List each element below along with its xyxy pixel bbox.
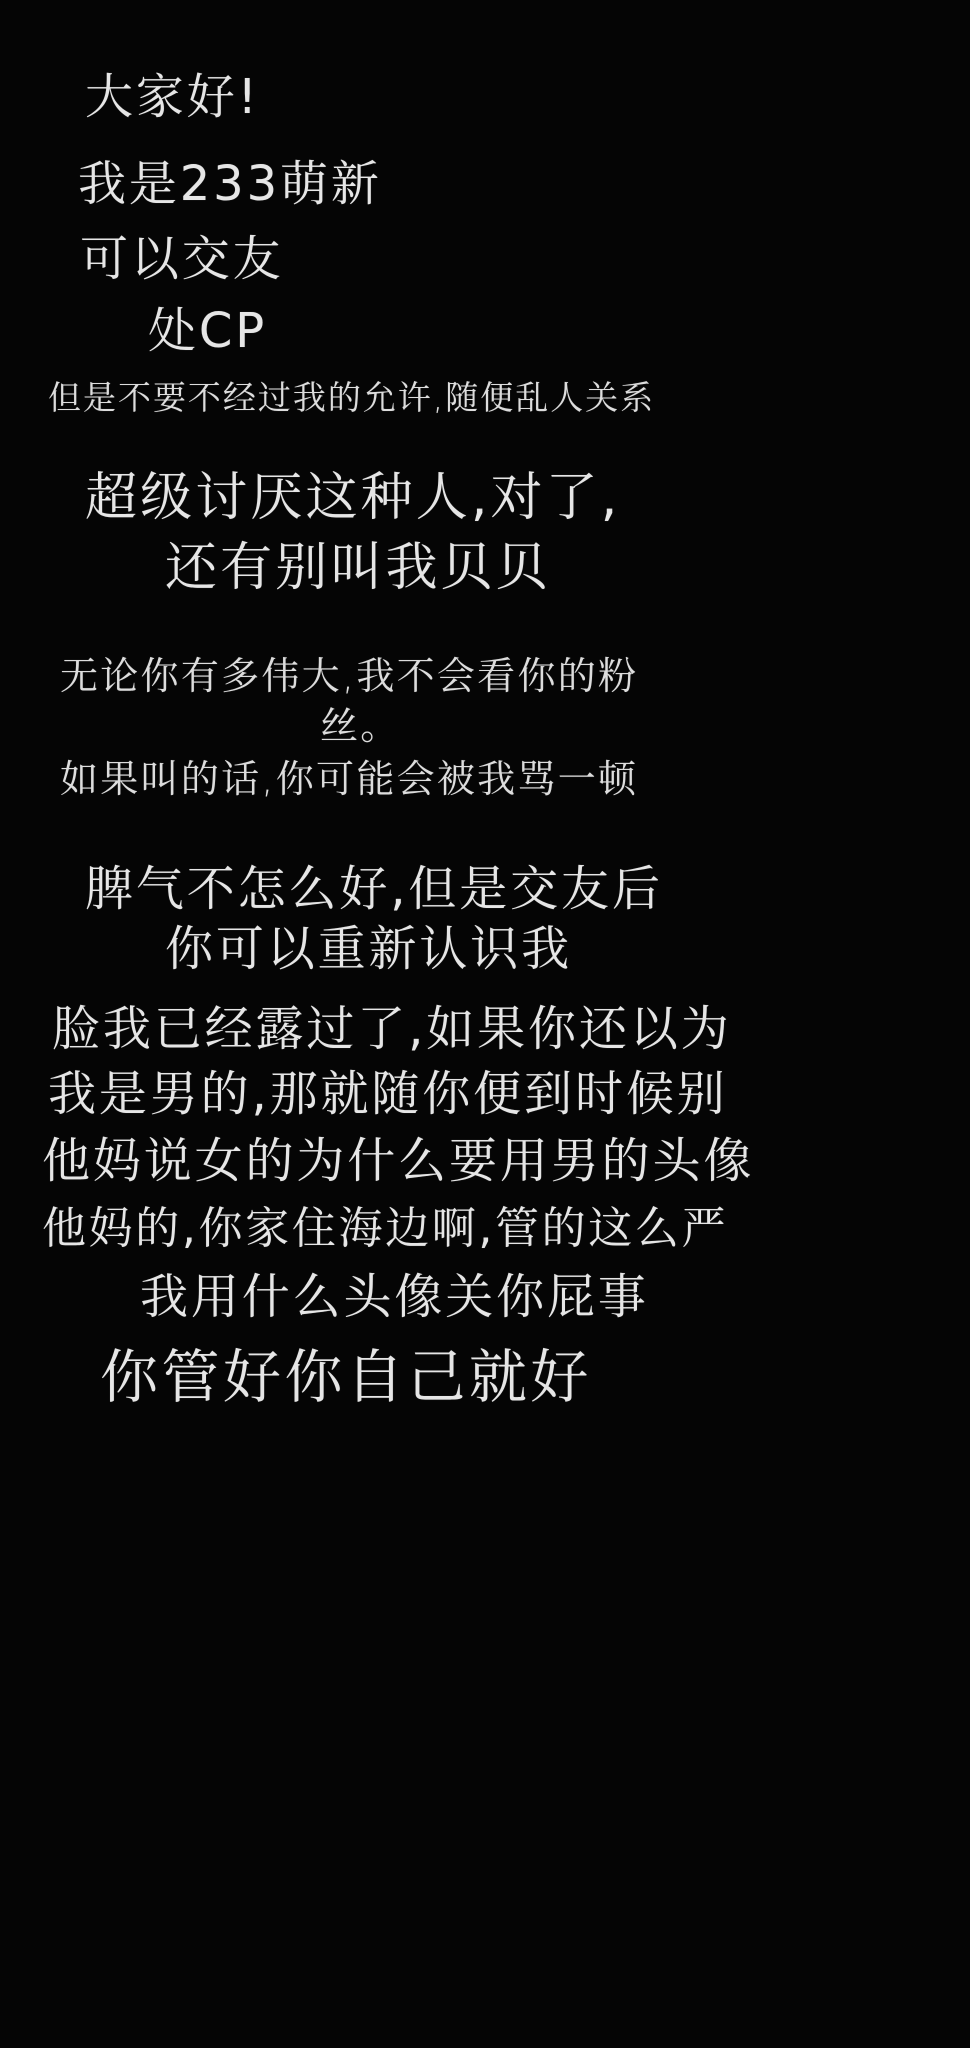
text-line-dislike: 超级讨厌这种人,对了, — [85, 468, 621, 528]
text-line-face-1: 脸我已经露过了,如果你还以为 — [52, 1001, 732, 1057]
text-line-avatar-3: 我用什么头像关你屁事 — [140, 1269, 649, 1325]
text-line-permission: 但是不要不经过我的允许,随便乱人关系 — [48, 378, 656, 417]
text-line-reknow: 你可以重新认识我 — [165, 921, 573, 977]
text-line-mind-your-own: 你管好你自己就好 — [100, 1343, 592, 1411]
text-line-temper: 脾气不怎么好,但是交友后 — [85, 861, 663, 917]
text-line-avatar-2: 他妈的,你家住海边啊,管的这么严 — [42, 1203, 729, 1254]
text-line-friends: 可以交友 — [80, 231, 284, 287]
text-line-cp: 处CP — [148, 303, 268, 359]
text-line-fans-2: 丝。 — [320, 704, 401, 748]
text-line-scold: 如果叫的话,你可能会被我骂一顿 — [60, 757, 639, 801]
text-line-greeting: 大家好! — [85, 69, 260, 125]
text-line-fans-1: 无论你有多伟大,我不会看你的粉 — [60, 654, 639, 698]
text-line-nickname: 还有别叫我贝贝 — [165, 538, 551, 598]
text-line-intro: 我是233萌新 — [78, 156, 382, 212]
text-line-face-2: 我是男的,那就随你便到时候别 — [48, 1066, 728, 1122]
text-line-avatar-1: 他妈说女的为什么要用男的头像 — [42, 1133, 755, 1189]
